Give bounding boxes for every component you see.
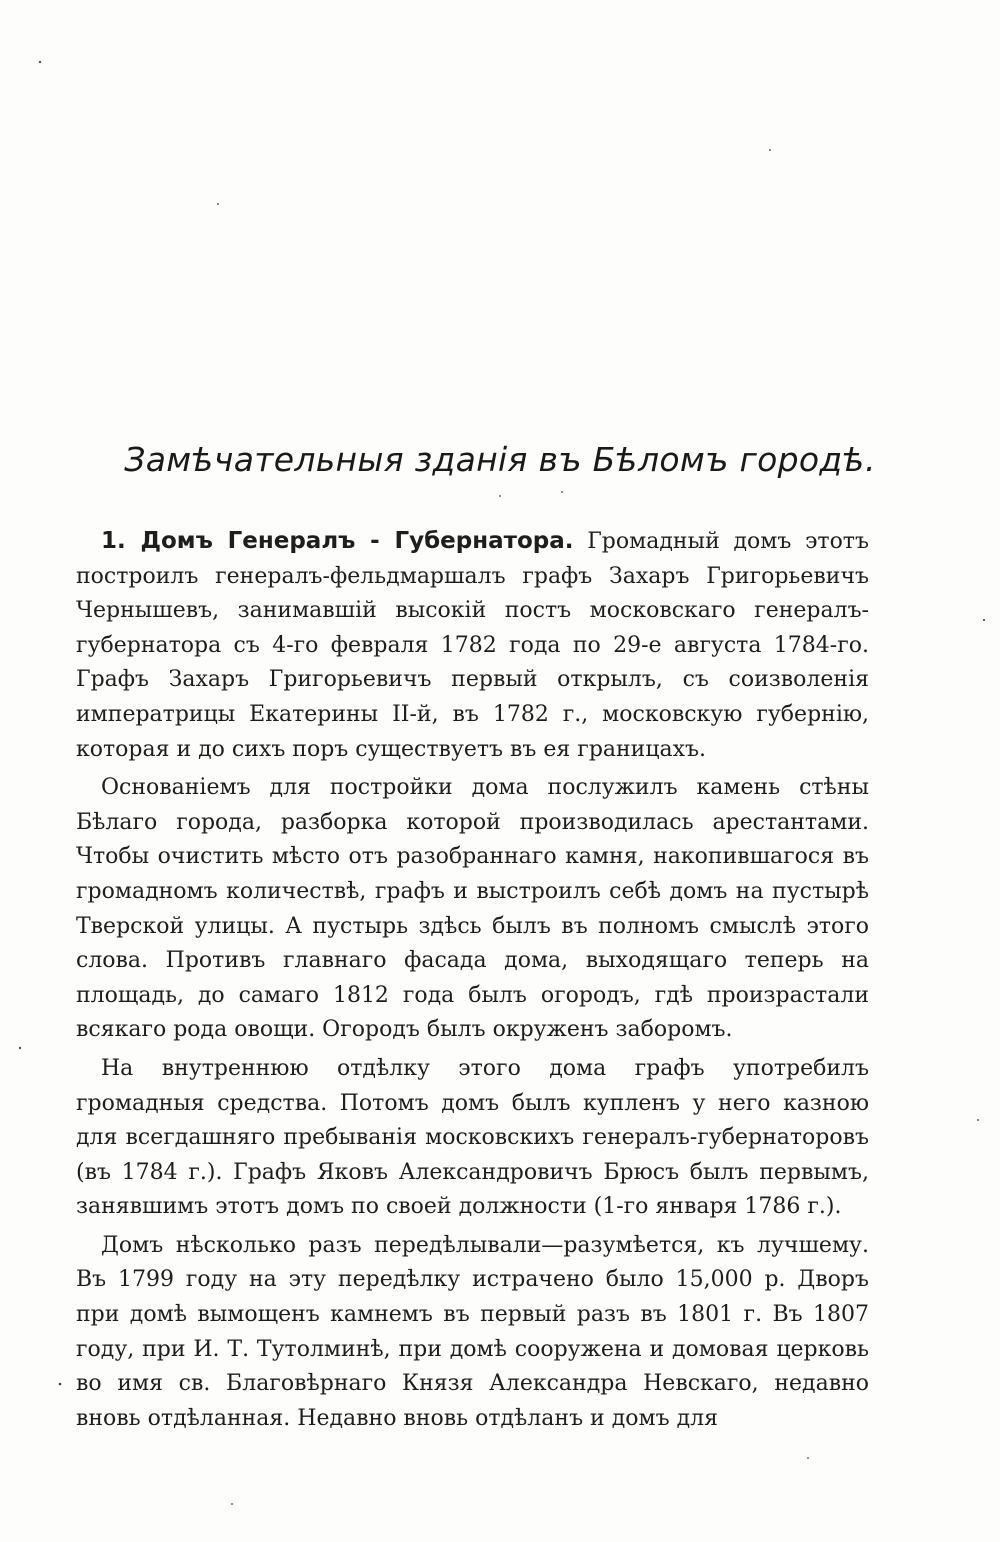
paragraph-3: На внутреннюю отдѣлку этого дома графъ употребилъ громадныя средства. Потомъ домъ былъ купленъ у него казною для всегдашняго пребыванія московскихъ генералъ-губернаторовъ (въ 1784 г.). Графъ Яковъ Александровичъ Брюсъ былъ первымъ, занявшимъ этотъ домъ по своей должности (1-го января 1786 г.). xyxy=(76,1055,869,1220)
paragraph-1 xyxy=(76,524,869,767)
paragraph-2: Основаніемъ для постройки дома послужилъ камень стѣны Бѣлаго города, разборка которой производилась арестантами. Чтобы очистить мѣсто отъ разобраннаго камня, накопившагося въ громадномъ количествѣ, графъ и выстроилъ себѣ домъ на пустырѣ Тверской улицы. А пустырь здѣсь былъ въ полномъ смыслѣ этого слова. Противъ главнаго фасада дома, выходящаго теперь на площадь, до самаго 1812 года былъ огородъ, гдѣ произрастали всякаго рода овощи. Огородъ былъ окруженъ заборомъ. xyxy=(76,775,869,1043)
section-heading: 1. Домъ Генералъ - Губернатора. xyxy=(101,528,574,554)
article-body xyxy=(76,524,869,1440)
paragraph-1-text: Громадный домъ этотъ построилъ генералъ-фельдмаршалъ графъ Захаръ Григорьевичъ Чернышевъ, занимавшій высокій постъ московскаго генералъ-губернатора съ 4-го февраля 1782 года по 29-е августа 1784-го. Графъ Захаръ Григорьевичъ первый открылъ, съ соизволенія императрицы Екатерины II-й, въ 1782 г., московскую губернію, которая и до сихъ поръ существуетъ въ ея границахъ. xyxy=(76,529,869,762)
paragraph-4: Домъ нѣсколько разъ передѣлывали—разумѣется, къ лучшему. Въ 1799 году на эту передѣлку истрачено было 15,000 р. Дворъ при домѣ вымощенъ камнемъ въ первый разъ въ 1801 г. Въ 1807 году, при И. Т. Тутолминѣ, при домѣ сооружена и домовая церковь во имя св. Благовѣрнаго Князя Александра Невскаго, недавно вновь отдѣланная. Недавно вновь отдѣланъ и домъ для xyxy=(76,1232,869,1431)
page-title: Замѣчательныя зданія въ Бѣломъ городѣ. xyxy=(124,440,876,479)
